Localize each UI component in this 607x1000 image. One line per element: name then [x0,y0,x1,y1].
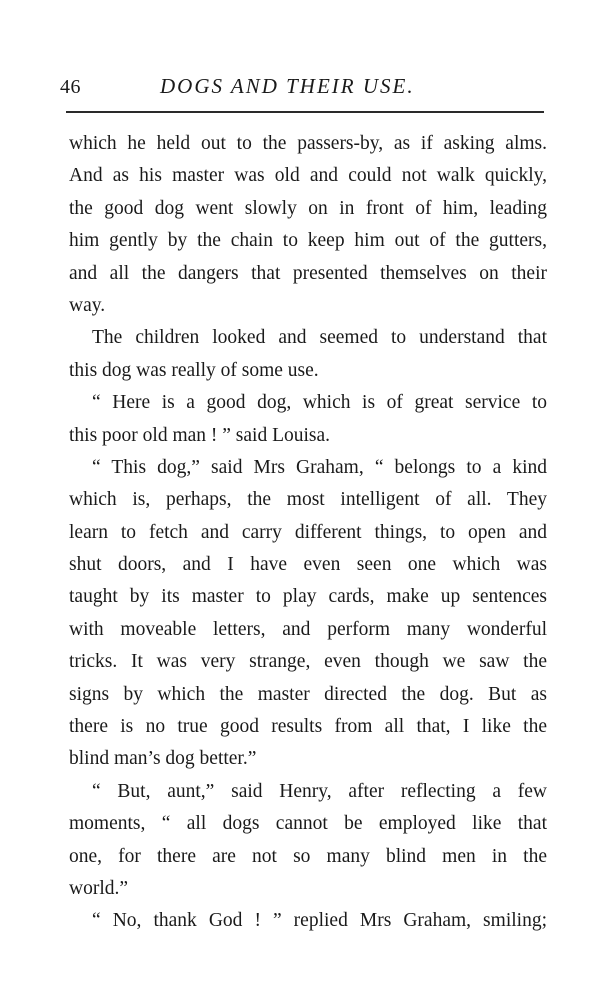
text-line: “ Here is a good dog, which is of great service to [92,392,547,414]
text-line: learn to fetch and carry different things, to open and [69,521,547,543]
text-line: blind man’s dog better.” [69,748,257,770]
text-line: this poor old man ! ” said Louisa. [69,424,331,446]
text-line: the good dog went slowly on in front of him, leading [69,197,547,219]
body-text [69,128,547,938]
text-line: shut doors, and I have even seen one which was [69,554,547,576]
text-line: signs by which the master directed the dog. But as [69,683,547,705]
text-line: taught by its master to play cards, make up sentences [69,586,547,608]
text-line: which he held out to the passers-by, as if asking alms. [69,133,547,154]
text-line: there is no true good results from all that, I like the [69,716,547,738]
text-line: him gently by the chain to keep him out of the gutters, [69,230,547,252]
page-header [60,70,548,110]
text-line: which is, perhaps, the most intelligent of all. They [69,489,547,511]
text-line: “ This dog,” said Mrs Graham, “ belongs to a kind [92,456,547,478]
text-line: this dog was really of some use. [69,359,319,381]
text-line: And as his master was old and could not walk quickly, [69,165,547,187]
text-line: one, for there are not so many blind men in the [69,845,547,867]
text-line: and all the dangers that presented themselves on their [69,262,547,284]
text-line: world.” [69,877,129,899]
text-line: tricks. It was very strange, even though we saw the [69,651,547,673]
text-line: way. [69,294,106,316]
text-line: “ No, thank God ! ” replied Mrs Graham, smiling; [92,910,547,932]
header-rule [66,111,544,113]
running-title: DOGS AND THEIR USE. [160,74,415,98]
text-line: “ But, aunt,” said Henry, after reflecting a few [92,780,547,802]
text-line: moments, “ all dogs cannot be employed like that [69,813,547,835]
text-line: with moveable letters, and perform many wonderful [69,618,547,640]
text-line: The children looked and seemed to understand that [92,327,547,349]
page-number: 46 [60,76,81,98]
